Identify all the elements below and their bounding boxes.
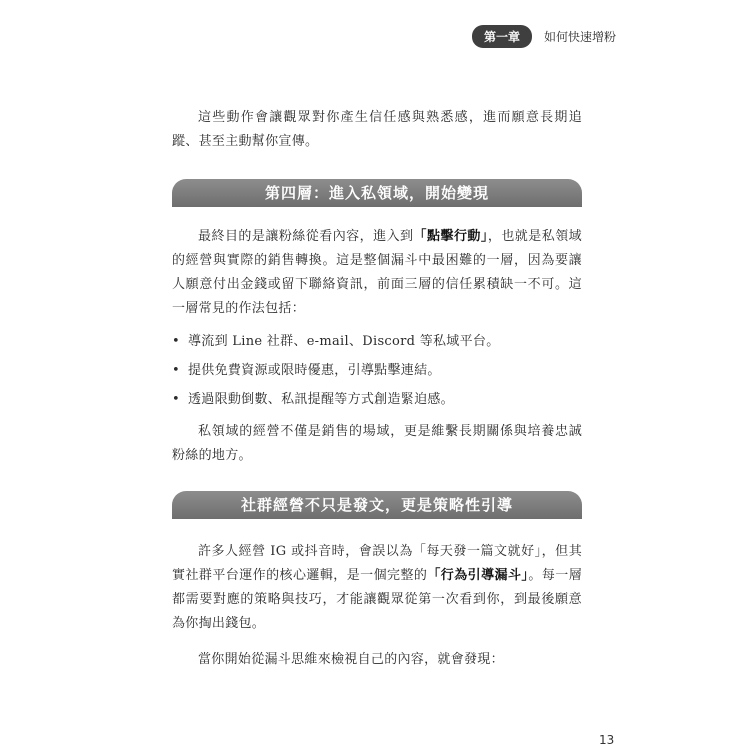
tactics-list: [172, 327, 582, 414]
chapter-label: 第一章: [472, 25, 532, 48]
section1-bold-term: 「點擊行動」: [413, 229, 488, 244]
section1-paragraph: [172, 225, 582, 321]
list-item-text: 導流到 Line 社群、e-mail、Discord 等私域平台。: [187, 334, 500, 349]
section1-text-start: 最終目的是讓粉絲從看內容，進入到: [198, 229, 414, 244]
section2-text-end: 。每一層都需要對應的策略與技巧，才能讓觀眾從第一次看到你，到最後願意為你掏出錢包。: [172, 568, 583, 631]
section2-bold-term: 「行為引導漏斗」: [427, 568, 529, 583]
section1-text-end: ，也就是私領域的經營與實際的銷售轉換。這是整個漏斗中最困難的一層，因為要讓人願意付出金錢或留下聯絡資訊，前面三層的信任累積缺一不可。這一層常見的作法包括：: [172, 229, 582, 316]
section2-closing-paragraph: 當你開始從漏斗思維來檢視自己的內容，就會發現：: [198, 652, 504, 667]
list-item: [172, 327, 582, 356]
chapter-title: 如何快速增粉: [544, 30, 617, 44]
section1-closing-paragraph: 私領域的經營不僅是銷售的場域，更是維繫長期關係與培養忠誠粉絲的地方。: [172, 424, 582, 463]
intro-paragraph: 這些動作會讓觀眾對你產生信任感與熟悉感，進而願意長期追蹤、甚至主動幫你宣傳。: [172, 110, 582, 149]
section2-text-start: 許多人經營 IG 或抖音時，會誤以為「每天發一篇文就好」，但其實社群平台運作的核心邏輯，是一個完整的: [172, 544, 582, 583]
bullet-icon: •: [172, 334, 180, 349]
list-item-text: 透過限動倒數、私訊提醒等方式創造緊迫感。: [187, 392, 454, 407]
list-item: [172, 356, 582, 385]
list-item-text: 提供免費資源或限時優惠，引導點擊連結。: [187, 363, 441, 378]
page-number: 13: [599, 733, 615, 747]
section2-paragraph: [172, 540, 582, 636]
bullet-icon: •: [172, 363, 180, 378]
list-item: [172, 385, 582, 414]
section-heading-private-domain: 第四層：進入私領域，開始變現: [172, 179, 582, 207]
chapter-header: [472, 25, 616, 48]
bullet-icon: •: [172, 392, 180, 407]
section-heading-strategy: 社群經營不只是發文，更是策略性引導: [172, 491, 582, 519]
